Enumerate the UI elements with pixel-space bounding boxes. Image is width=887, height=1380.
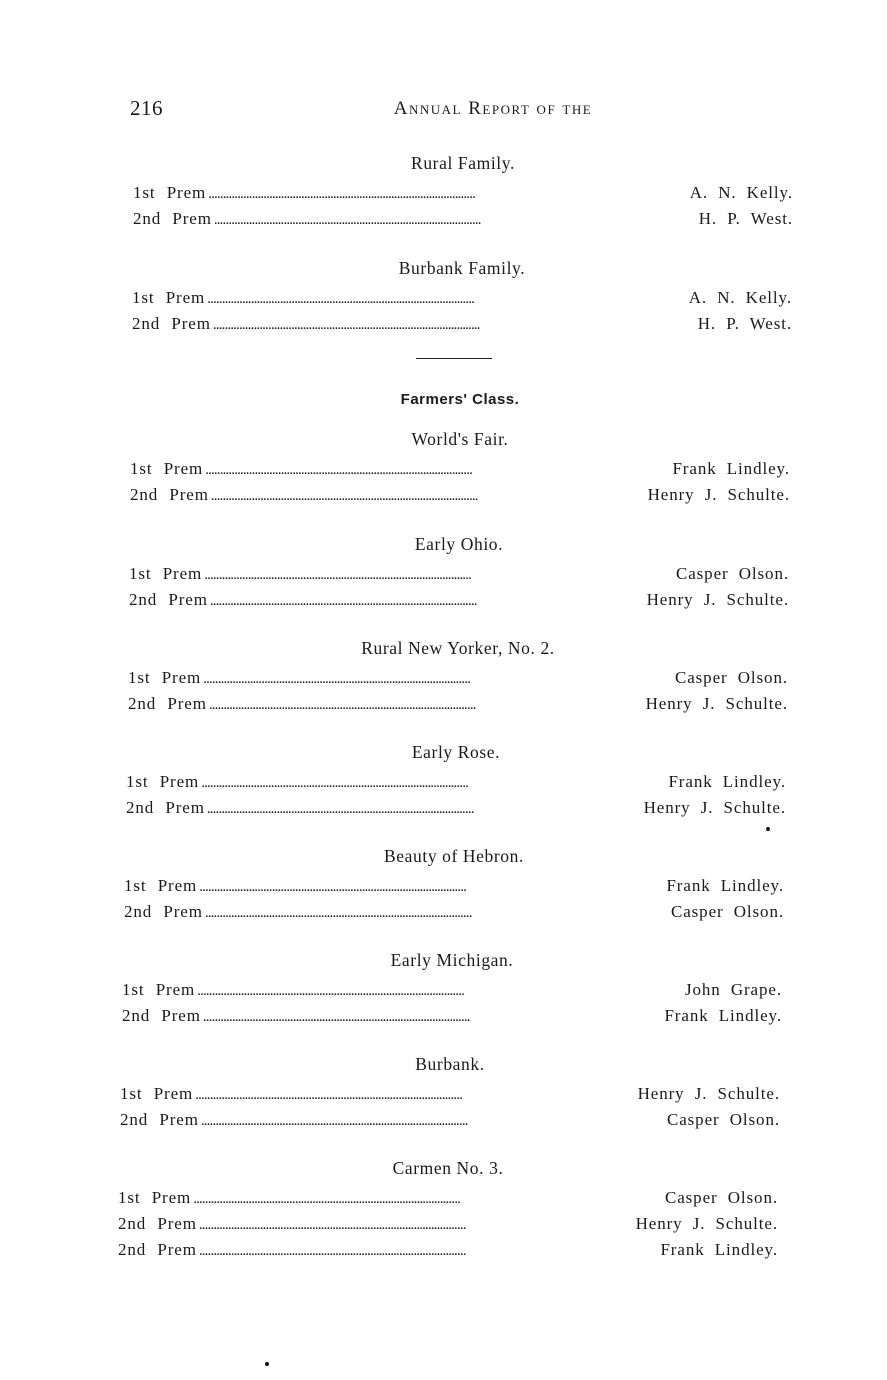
premium-place: 1st Prem bbox=[130, 459, 204, 478]
premium-section bbox=[122, 949, 782, 1029]
premium-place: 2nd Prem bbox=[118, 1240, 197, 1259]
premium-place: 1st Prem bbox=[133, 183, 207, 202]
premium-section bbox=[133, 152, 793, 232]
premium-row bbox=[120, 1107, 780, 1133]
premium-row bbox=[128, 691, 788, 717]
premium-place: 1st Prem bbox=[126, 772, 200, 791]
page-number: 216 bbox=[130, 96, 163, 120]
ink-speck bbox=[766, 827, 770, 831]
premium-winner: Frank Lindley. bbox=[666, 876, 784, 895]
premium-row bbox=[132, 285, 792, 311]
premium-section bbox=[130, 428, 790, 508]
dot-leader bbox=[207, 796, 642, 822]
premium-row bbox=[133, 180, 793, 206]
section-heading: Early Michigan. bbox=[390, 950, 514, 970]
dot-leader bbox=[209, 692, 644, 718]
premium-winner: H. P. West. bbox=[698, 209, 793, 228]
premium-place: 1st Prem bbox=[118, 1188, 192, 1207]
premium-winner: Henry J. Schulte. bbox=[647, 485, 790, 504]
premium-place: 1st Prem bbox=[124, 876, 198, 895]
premium-row bbox=[129, 587, 789, 613]
dot-leader bbox=[199, 874, 664, 900]
premium-row bbox=[128, 665, 788, 691]
dot-leader bbox=[201, 1108, 665, 1134]
premium-winner: Casper Olson. bbox=[666, 1110, 780, 1129]
premium-place: 2nd Prem bbox=[118, 1214, 197, 1233]
premium-winner: Henry J. Schulte. bbox=[646, 590, 789, 609]
premium-place: 2nd Prem bbox=[128, 694, 207, 713]
premium-section bbox=[132, 257, 792, 337]
section-heading: Beauty of Hebron. bbox=[384, 846, 524, 866]
premium-winner: Henry J. Schulte. bbox=[635, 1214, 778, 1233]
premium-winner: H. P. West. bbox=[697, 314, 792, 333]
dot-leader bbox=[205, 900, 669, 926]
dot-leader bbox=[201, 770, 666, 796]
premium-row bbox=[118, 1237, 778, 1263]
section-heading: Burbank Family. bbox=[398, 258, 526, 278]
dot-leader bbox=[204, 562, 674, 588]
premium-row bbox=[124, 899, 784, 925]
ink-speck bbox=[265, 1362, 269, 1366]
dot-leader bbox=[205, 457, 670, 483]
premium-winner: John Grape. bbox=[684, 980, 782, 999]
premium-place: 1st Prem bbox=[129, 564, 203, 583]
premium-winner: Casper Olson. bbox=[664, 1188, 778, 1207]
premium-winner: Henry J. Schulte. bbox=[643, 798, 786, 817]
premium-winner: Casper Olson. bbox=[674, 668, 788, 687]
premium-row bbox=[118, 1185, 778, 1211]
dot-leader bbox=[214, 207, 697, 233]
premium-winner: Frank Lindley. bbox=[660, 1240, 778, 1259]
dot-leader bbox=[211, 483, 646, 509]
premium-row bbox=[130, 456, 790, 482]
premium-row bbox=[122, 977, 782, 1003]
dot-leader bbox=[207, 286, 687, 312]
premium-section bbox=[128, 637, 788, 717]
premium-winner: A. N. Kelly. bbox=[689, 183, 793, 202]
dot-leader bbox=[210, 588, 645, 614]
premium-place: 2nd Prem bbox=[130, 485, 209, 504]
premium-place: 2nd Prem bbox=[133, 209, 212, 228]
premium-row bbox=[126, 769, 786, 795]
premium-row bbox=[126, 795, 786, 821]
running-head-title: Annual Report of the bbox=[393, 98, 593, 119]
section-heading: Rural Family. bbox=[411, 153, 515, 173]
dot-leader bbox=[203, 1004, 663, 1030]
premium-place: 1st Prem bbox=[128, 668, 202, 687]
premium-place: 2nd Prem bbox=[122, 1006, 201, 1025]
premium-section bbox=[129, 533, 789, 613]
premium-winner: Henry J. Schulte. bbox=[645, 694, 788, 713]
premium-row bbox=[118, 1211, 778, 1237]
class-heading: Farmers' Class. bbox=[400, 391, 520, 408]
dot-leader bbox=[193, 1186, 663, 1212]
section-heading: World's Fair. bbox=[411, 429, 509, 449]
running-head bbox=[130, 96, 790, 126]
dot-leader bbox=[197, 978, 683, 1004]
premium-row bbox=[124, 873, 784, 899]
premium-winner: Frank Lindley. bbox=[668, 772, 786, 791]
premium-row bbox=[133, 206, 793, 232]
dot-leader bbox=[195, 1082, 635, 1108]
premium-section bbox=[118, 1157, 778, 1263]
premium-row bbox=[120, 1081, 780, 1107]
premium-section bbox=[124, 845, 784, 925]
premium-row bbox=[130, 482, 790, 508]
premium-place: 2nd Prem bbox=[120, 1110, 199, 1129]
dot-leader bbox=[199, 1238, 659, 1264]
premium-place: 1st Prem bbox=[122, 980, 196, 999]
premium-place: 2nd Prem bbox=[126, 798, 205, 817]
section-divider bbox=[416, 358, 492, 359]
premium-row bbox=[132, 311, 792, 337]
premium-place: 1st Prem bbox=[132, 288, 206, 307]
premium-row bbox=[129, 561, 789, 587]
dot-leader bbox=[203, 666, 673, 692]
premium-place: 2nd Prem bbox=[129, 590, 208, 609]
premium-section bbox=[120, 1053, 780, 1133]
premium-section bbox=[126, 741, 786, 821]
dot-leader bbox=[208, 181, 688, 207]
premium-row bbox=[122, 1003, 782, 1029]
dot-leader bbox=[199, 1212, 634, 1238]
premium-place: 2nd Prem bbox=[132, 314, 211, 333]
premium-winner: A. N. Kelly. bbox=[688, 288, 792, 307]
section-heading: Early Rose. bbox=[411, 742, 501, 762]
premium-winner: Casper Olson. bbox=[675, 564, 789, 583]
premium-winner: Henry J. Schulte. bbox=[637, 1084, 780, 1103]
premium-place: 2nd Prem bbox=[124, 902, 203, 921]
premium-winner: Frank Lindley. bbox=[664, 1006, 782, 1025]
section-heading: Carmen No. 3. bbox=[392, 1158, 504, 1178]
dot-leader bbox=[213, 312, 696, 338]
section-heading: Burbank. bbox=[415, 1054, 485, 1074]
section-heading: Early Ohio. bbox=[414, 534, 504, 554]
premium-winner: Frank Lindley. bbox=[672, 459, 790, 478]
section-heading: Rural New Yorker, No. 2. bbox=[361, 638, 555, 658]
premium-place: 1st Prem bbox=[120, 1084, 194, 1103]
premium-winner: Casper Olson. bbox=[670, 902, 784, 921]
